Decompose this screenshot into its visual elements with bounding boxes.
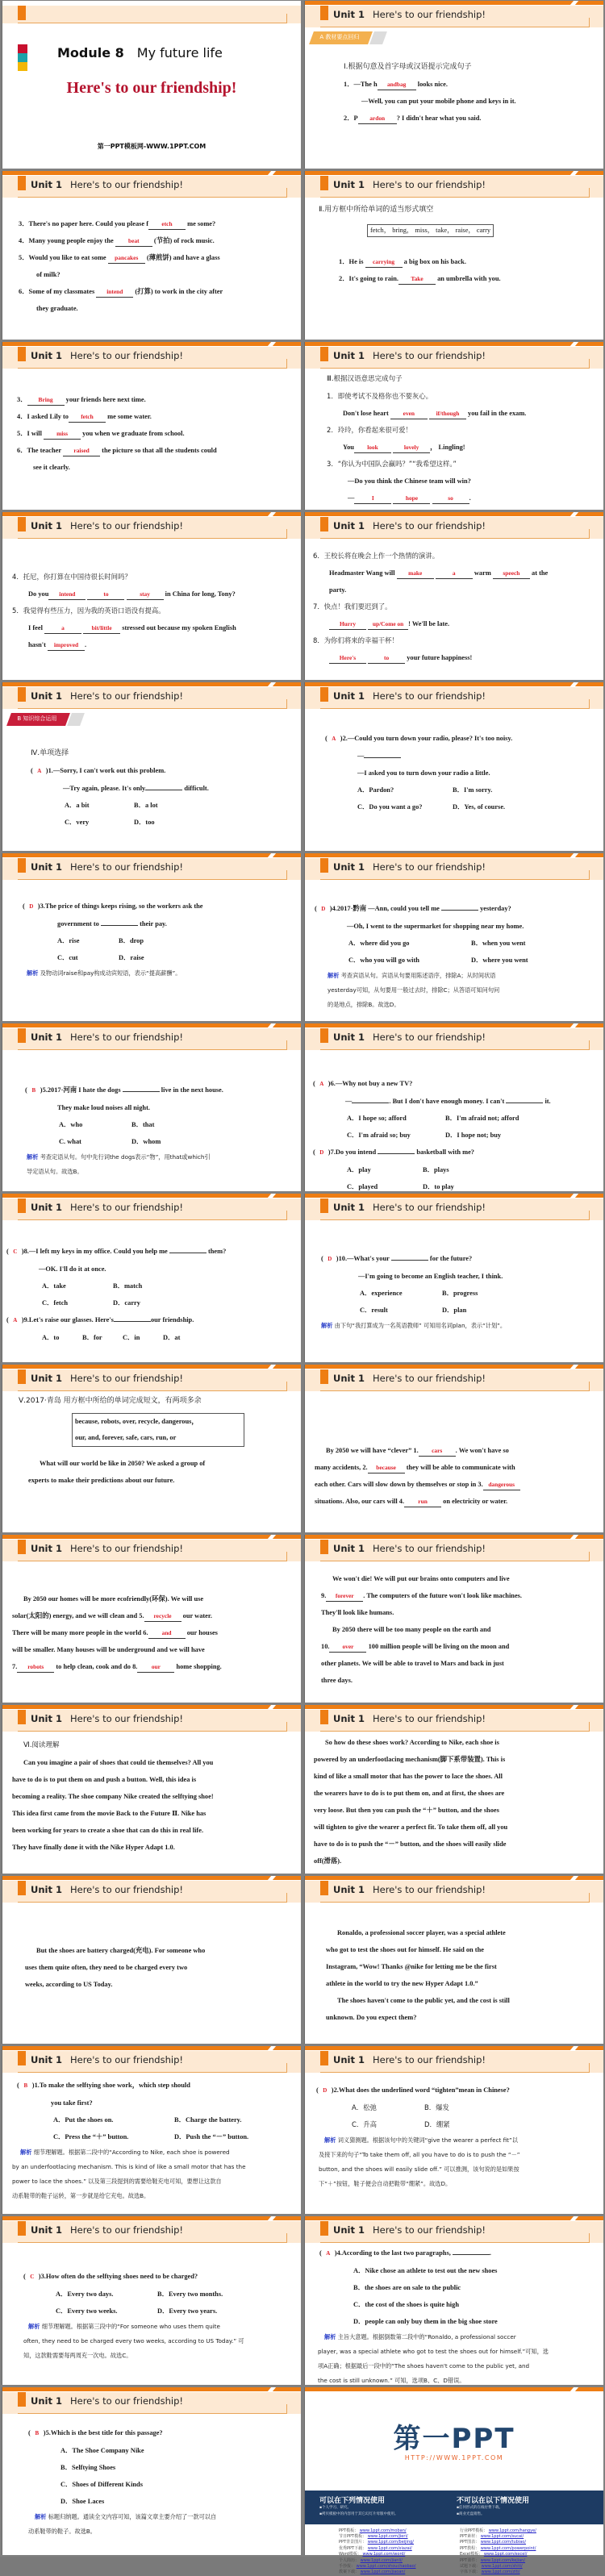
answer: pancakes xyxy=(108,253,145,264)
link[interactable]: www.1ppt.com/kejian/ xyxy=(480,2557,526,2563)
link[interactable]: www.1ppt.com/beijing/ xyxy=(367,2540,414,2545)
slide-title: Unit 1 Here's to our friendship! xyxy=(333,519,486,531)
answer: Hurry xyxy=(329,619,366,630)
explanation-label: 解析 xyxy=(27,1153,39,1161)
slide-part4-q1[interactable]: Unit 1 Here's to our friendship! B 知识综合运用 Ⅳ.单项选择 ( A )1.—Sorry, I can't work out this problem. —Try again, please. It's only difficult. A．a bit B．a lot C．very D．too xyxy=(2,682,301,850)
explanation-label: 解析 xyxy=(35,2512,47,2520)
answer: fetch xyxy=(69,412,106,423)
slide-cover[interactable] xyxy=(2,1,301,169)
slide-top-bar xyxy=(305,2046,603,2050)
choice-answer: A xyxy=(332,736,336,743)
answer: to xyxy=(87,590,124,600)
slide-title: Unit 1 Here's to our friendship! xyxy=(31,1542,183,1554)
answer: improved xyxy=(48,640,85,651)
slide-top-bar xyxy=(2,1194,301,1198)
slide-top-bar xyxy=(305,1876,603,1880)
section-heading: Ⅱ.用方框中所给单词的适当形式填空 xyxy=(319,206,434,215)
slide-title: Unit 1 Here's to our friendship! xyxy=(333,1372,486,1384)
answer: a xyxy=(436,569,473,579)
slide-title: Unit 1 Here's to our friendship! xyxy=(333,179,486,191)
slide-top-bar xyxy=(305,171,603,175)
answer: make xyxy=(397,569,434,579)
link[interactable]: www.1ppt.com/word/ xyxy=(362,2552,406,2557)
choice-answer: A xyxy=(319,1080,324,1087)
answer: hope xyxy=(393,494,430,504)
section-banner-a: A 教材要点回归 xyxy=(309,31,373,44)
slide-part5-p1[interactable]: Unit 1 Here's to our friendship! By 2050 we will have “clever” 1. cars . We won't have so many accidents, 2. because they will be able to communicate with each other. Cars will slow down by themselves or stop in 3. dangerous situations. Also, our cars will 4. run on electricity or water. xyxy=(304,1365,603,1532)
slide-top-bar xyxy=(2,2387,301,2391)
link[interactable]: www.1ppt.com/jianli/ xyxy=(360,2557,403,2563)
slide-title: Unit 1 Here's to our friendship! xyxy=(333,2224,486,2236)
explanation-label: 解析 xyxy=(324,2136,336,2144)
slide-part6-q5[interactable]: Unit 1 Here's to our friendship! ( B )5.Which is the best title for this passage? A．The Shoe Company Nike B．Selftying Shoes C．Shoes of Different Kinds D．Shoe Laces 解析 标题归纳题。通读全文内容可知，该篇文章主要介绍了一款可以自 动系鞋带的鞋子。故选B。 xyxy=(2,2387,301,2555)
choice-answer: A xyxy=(13,1317,18,1324)
answer: a xyxy=(44,623,81,634)
answer: forever xyxy=(326,1591,363,1602)
slide-title: Unit 1 Here's to our friendship! xyxy=(333,690,486,702)
slide-part1-b[interactable]: Unit 1 Here's to our friendship! 3．There's no paper here. Could you please f etch me some? 4．Many young people enjoy the beat (节拍) of rock music. 5．Would you like to eat some pancakes (薄煎饼) and have a glass of milk? 6．Some of my classmates intend (打算) to work in the city after they graduate. xyxy=(2,171,301,339)
slide-top-bar xyxy=(2,2046,301,2050)
answer: stay xyxy=(127,590,164,600)
answer: and xyxy=(148,1628,186,1639)
slide-title: Unit 1 Here's to our friendship! xyxy=(31,1883,183,1895)
answer: beat xyxy=(115,236,152,247)
1ppt-logo: 第一PPT HTTP://WWW.1PPT.COM xyxy=(393,2422,515,2461)
choice-answer: D xyxy=(323,2086,328,2094)
slide-part6-q3[interactable]: Unit 1 Here's to our friendship! ( C )3.How often do the selftying shoes need to be charged? A．Every two days. B．Every two months. C．Every two weeks. D．Every two years. 解析 细节理解题。根据第三段中的“For someone who uses them quite often, they need to be charged every two weeks, according to US Today.” 可 知，这款鞋需要每两周充一次电。故选C。 xyxy=(2,2216,301,2384)
slide-top-bar xyxy=(305,682,603,686)
answer: Take xyxy=(398,274,436,285)
word-box-line: our, and, forever, safe, cars, run, or xyxy=(75,1433,177,1441)
slide-top-bar xyxy=(305,1365,603,1369)
slide-top-bar xyxy=(305,1194,603,1198)
choice-answer: D xyxy=(328,1256,332,1263)
section-heading: Ⅳ.单项选择 xyxy=(31,749,69,758)
explanation-label: 解析 xyxy=(321,1322,333,1330)
slide-top-bar xyxy=(305,1,603,5)
slide-top-bar xyxy=(305,512,603,516)
slide-title: Unit 1 Here's to our friendship! xyxy=(333,861,486,873)
answer: lovely xyxy=(393,443,430,453)
link[interactable]: www.1ppt.com/shouchaobao/ xyxy=(356,2564,416,2570)
section-heading: Ⅰ.根据句意及首字母或汉语提示完成句子 xyxy=(344,63,472,71)
explanation-label: 解析 xyxy=(324,2333,336,2341)
explanation-label: 解析 xyxy=(28,2323,40,2331)
slide-title: Unit 1 Here's to our friendship! xyxy=(31,690,183,702)
slide-part3-a[interactable]: Unit 1 Here's to our friendship! Ⅲ.根据汉语意思完成句子 1．即使考试不及格你也不要灰心。 Don't lose heart even if/though you fail in the exam. 2．玲玲，你看起来很可爱！ You look lovely ， Lingling! 3．“你认为中国队会赢吗？”“我希望这样。” —Do you think the Chinese team will win? — I hope so . xyxy=(304,342,603,510)
slide-part1-a[interactable]: Unit 1 Here's to our friendship! A 教材要点回归 Ⅰ.根据句意及首字母或汉语提示完成句子 1．—The h andbag looks nice. —Well, you can put your mobile phone and keys in it. 2．P ardon ? I didn't hear what you said. xyxy=(304,1,603,169)
slide-header xyxy=(2,6,301,23)
choice-answer: B xyxy=(31,1086,36,1094)
slide-part4-q2[interactable]: Unit 1 Here's to our friendship! ( A )2.—Could you turn down your radio, please? It's too noisy. — —I asked you to turn down your radio a little. A．Pardon? B．I'm sorry. C．Do you want a go? D．Yes, of course. xyxy=(304,682,603,850)
answer: ardon xyxy=(358,114,397,124)
link[interactable]: www.1ppt.com/jiaoan/ xyxy=(360,2570,406,2575)
slide-title: Unit 1 Here's to our friendship! xyxy=(333,9,486,20)
answer: dangerous xyxy=(483,1480,520,1490)
answer: because xyxy=(368,1463,405,1473)
slide-title: Unit 1 Here's to our friendship! xyxy=(333,1542,486,1554)
slide-top-bar xyxy=(2,853,301,857)
section-heading: Ⅵ.阅读理解 xyxy=(23,1741,60,1750)
answer: andbag xyxy=(378,80,416,90)
link[interactable]: www.1ppt.com/sucai/ xyxy=(480,2534,524,2539)
link[interactable]: www.1ppt.com/jieri/ xyxy=(367,2534,408,2539)
slide-part6-para1[interactable]: Unit 1 Here's to our friendship! Ⅵ.阅读理解 Can you imagine a pair of shoes that could tie themselves? All you have to do is to put them on and push a button. Well, this idea is becoming a reality. The shoe company Nike created the selftying shoe! This idea first came from the movie Back to the Future Ⅱ. Nike has been working for years to create a shoe that can do this in real life. They have finally done it with the Nike Hyper Adapt 1.0. xyxy=(2,1705,301,1873)
slide-top-bar xyxy=(2,1365,301,1369)
slide-top-bar xyxy=(2,682,301,686)
slide-part6-q2[interactable]: Unit 1 Here's to our friendship! ( D )2.What does the underlined word “tighten”mean in Chinese? A．松弛 B．爆发 C．升高 D．绷紧 解析 词义猜测题。根据该句中的关键词“give the wearer a perfect fit”以 及接下来的句子“To take them off, all you have to do is to push the “－” button, and the shoes will easily slide off.” 可以推测，该句说的是如果按 下“＋”按钮，鞋子便会自动把鞋带“绷紧”。故选D。 xyxy=(304,2046,603,2214)
answer: even xyxy=(390,409,428,419)
slide-title: Unit 1 Here's to our friendship! xyxy=(31,519,183,531)
slide-top-bar xyxy=(2,1876,301,1880)
lesson-title: Here's to our friendship! xyxy=(66,79,237,97)
slide-part3-b[interactable]: Unit 1 Here's to our friendship! 4．托尼，你打算在中国待很长时间吗？ Do you intend to stay in China for long, Tony? 5．我觉得有些压力，因为我的英语口语没有提高。 I feel a bit/little stressed out because my spoken English hasn't improved . xyxy=(2,512,301,680)
choice-answer: D xyxy=(29,902,34,910)
usage-panel: 可以在下列情况使用 ▪个人学习、研究。 ▪拷贝模板中的内容用于其它幻灯片母版中使用。 不可以在以下情况使用 ▪任何形式的在线付费下载。 ▪商业光盘销售。 xyxy=(305,2491,603,2524)
link[interactable]: www.1ppt.com/xiazai/ xyxy=(367,2545,412,2551)
slide-part2-b[interactable]: Unit 1 Here's to our friendship! 3． Bring your friends here next time. 4．I asked Lily to fetch me some water. 5．I will miss you when we graduate from school. 6．The teacher raised the picture so that all the students could see it clearly. xyxy=(2,342,301,510)
color-stripes xyxy=(18,44,27,71)
choice-answer: D xyxy=(319,1148,324,1156)
slide-top-bar xyxy=(305,2216,603,2220)
slide-part6-para3[interactable]: Unit 1 Here's to our friendship! But the shoes are battery charged(充电). For someone who uses them quite often, they need to be charged every two weeks, according to US Today. xyxy=(2,1876,301,2044)
slide-title: Unit 1 Here's to our friendship! xyxy=(31,1372,183,1384)
choice-answer: B xyxy=(35,2429,40,2436)
explanation-label: 解析 xyxy=(328,971,340,979)
module-title: Module 8 My future life xyxy=(57,45,223,60)
section-banner-b: B 知识综合运用 xyxy=(6,713,70,726)
choice-answer: A xyxy=(326,2250,331,2257)
slide-title: Unit 1 Here's to our friendship! xyxy=(333,1883,486,1895)
slide-part5-p2[interactable]: Unit 1 Here's to our friendship! By 2050 our homes will be more ecofriendly(环保). We will use solar(太阳的) energy, and we will clean and 5. recycle our water. There will be many more people in the world 6. and our houses will be smaller. Many houses will be underground and we will have 7. robots to help clean, cook and do 8. our home shopping. xyxy=(2,1535,301,1703)
explanation-label: 解析 xyxy=(27,969,39,977)
answer: bit/little xyxy=(83,623,120,634)
section-heading: Ⅲ.根据汉语意思完成句子 xyxy=(327,374,403,383)
answer: over xyxy=(329,1642,366,1653)
choice-answer: D xyxy=(321,905,326,912)
slide-part6-para2[interactable]: Unit 1 Here's to our friendship! So how do these shoes work? According to Nike, each shoe is powered by an underfootlacing mechanism(脚下系带装置). This is kind of like a small motor that has the power to lace the shoes. All the wearers have to do is to put them on, and at first, the shoes are very loose. But then you can push the “＋” button, and the shoes will tighten to give the wearer a perfect fit. To take them off, all you have to do is to push the “－” button, and the shoes will easily slide off(滑落). xyxy=(304,1705,603,1873)
answer: miss xyxy=(44,429,81,440)
slide-title: Unit 1 Here's to our friendship! xyxy=(31,1202,183,1214)
answer: our xyxy=(137,1662,174,1673)
choice-answer: A xyxy=(37,768,42,775)
link[interactable]: www.1ppt.com/excel/ xyxy=(483,2552,528,2557)
slide-part2-a[interactable]: Unit 1 Here's to our friendship! Ⅱ.用方框中所给单词的适当形式填空 fetch， bring， miss， take， raise， carry 1．He is carrying a big box on his back. 2．It's going to rain. Take an umbrella with you. xyxy=(304,171,603,339)
link[interactable]: www.1ppt.com/powerpoint/ xyxy=(480,2545,536,2551)
slide-header xyxy=(305,6,603,27)
answer: raised xyxy=(63,446,100,456)
slide-1ppt-footer[interactable]: 第一PPT HTTP://WWW.1PPT.COM 可以在下列情况使用 ▪个人学习、研究。 ▪拷贝模板中的内容用于其它幻灯片母版中使用。 不可以在以下情况使用 ▪任何形式的在线付费下载。 ▪商业光盘销售。 PPT模板： www.1ppt.com/moban/ 节日PPT模板： www.1ppt.com/jieri/ PPT背景图片： www.1ppt.com/beijing/ 优秀PPT下载： www.1ppt.com/xiazai/ Word模板： www.1ppt.com/word/ 个人简历： www.1ppt.com/jianli/ 手抄报： www.1ppt.com/shouchaobao/ 教案下载： www.1ppt.com/jiaoan/ 行业PPT模板： www.1ppt.com/hangye/ PPT素材： www.1ppt.com/sucai/ PPT图表： www.1ppt.com/tubiao/ PPT教程： www.1ppt.com/powerpoint/ Excel模板： www.1ppt.com/excel/ PPT课件： www.1ppt.com/kejian/ 试题下载： www.1ppt.com/shiti/ 字体下载： www.1ppt.com/ziti/ xyxy=(304,2387,603,2555)
slide-part4-q8-q9[interactable]: Unit 1 Here's to our friendship! ( C )8.—I left my keys in my office. Could you help me them? —OK. I'll do it at once. A．take B．match C．fetch D．carry ( A )9.Let's raise our glasses. Here's our friendship. A．to B．for C．in D．at xyxy=(2,1194,301,1361)
slide-part6-para4[interactable]: Unit 1 Here's to our friendship! Ronaldo, a professional soccer player, was a special athlete who got to test the shoes out for himself. He said on the Instagram, “Wow! Thanks @nike for letting me be the first athlete in the world to try the new Hyper Adapt 1.0.” The shoes haven't come to the public yet, and the cost is still unknown. Do you expect them? xyxy=(304,1876,603,2044)
slide-part4-q5[interactable]: Unit 1 Here's to our friendship! ( B )5.2017·河南 I hate the dogs live in the next house. They make loud noises all night. A．who B．that C. what D．whom 解析 考查定语从句。句中先行词the dogs表示“物”，用that或which引 导定语从句。故选B。 xyxy=(2,1023,301,1191)
answer: recycle xyxy=(144,1611,182,1622)
link[interactable]: www.1ppt.com/moban/ xyxy=(359,2528,407,2533)
slide-title: Unit 1 Here's to our friendship! xyxy=(31,861,183,873)
slide-part4-q3[interactable]: Unit 1 Here's to our friendship! ( D )3.The price of things keeps rising, so the workers ask the government to their pay. A．rise B．drop C．cut D．raise 解析 及物动词raise和pay构成动宾短语，表示“提高薪酬”。 xyxy=(2,853,301,1021)
answer: so xyxy=(432,494,469,504)
slide-title: Unit 1 Here's to our friendship! xyxy=(333,1713,486,1725)
slide-top-bar xyxy=(305,2387,603,2391)
slide-top-bar xyxy=(2,1535,301,1539)
slide-title: Unit 1 Here's to our friendship! xyxy=(333,1202,486,1214)
slide-top-bar xyxy=(305,342,603,346)
slide-part6-q1[interactable]: Unit 1 Here's to our friendship! ( B )1.To make the selftying shoe work，which step should you take first? A．Put the shoes on. B．Charge the battery. C．Press the “＋” button. D．Push the “－” button. 解析 细节理解题。根据第二段中的“According to Nike, each shoe is powered by an underfootlacing mechanism. This is kind of like a small motor that has the power to lace the shoes.” 以及第三段提到的需要给鞋充电可知，要想让这款自 动系鞋带的鞋子运转，第一步就是给它充电。故选B。 xyxy=(2,2046,301,2214)
answer: speech xyxy=(493,569,530,579)
slide-top-bar xyxy=(2,2216,301,2220)
answer: intend xyxy=(48,590,86,600)
link[interactable]: www.1ppt.com/ziti/ xyxy=(481,2570,520,2575)
answer: cars xyxy=(419,1446,456,1457)
slide-title: Unit 1 Here's to our friendship! xyxy=(31,349,183,361)
slide-top-bar xyxy=(2,171,301,175)
slide-title: Unit 1 Here's to our friendship! xyxy=(31,2053,183,2065)
slide-title: Unit 1 Here's to our friendship! xyxy=(31,2224,183,2236)
answer: carrying xyxy=(365,257,403,268)
slide-top-bar xyxy=(305,1705,603,1709)
header-tab xyxy=(18,6,26,20)
answer: look xyxy=(354,443,391,453)
answer: I xyxy=(354,494,391,504)
slide-top-bar xyxy=(305,1023,603,1027)
slide-part6-q4[interactable]: Unit 1 Here's to our friendship! ( A )4.According to the last two paragraphs, . A．Nike chose an athlete to test out the new shoes B．the shoes are on sale to the public C．the cost of the shoes is quite high D．people can only buy them in the big shoe store 解析 主旨大意题。根据倒数第二段中的“Ronaldo, a professional soccer player, was a special athlete who got to test the shoes out for himself.”可知，选 项A正确；根据最后一段中的“The shoes haven't come to the public yet, and the cost is still unknown.” 可知，选项B、C、D错误。 xyxy=(304,2216,603,2384)
slide-title: Unit 1 Here's to our friendship! xyxy=(31,2395,183,2407)
choice-answer: C xyxy=(30,2274,35,2281)
answer: run xyxy=(404,1497,441,1507)
slide-title: Unit 1 Here's to our friendship! xyxy=(333,2053,486,2065)
answer: robots xyxy=(17,1662,54,1673)
slide-top-bar xyxy=(2,1705,301,1709)
answer: Bring xyxy=(27,395,65,406)
answer: intend xyxy=(96,287,133,298)
answer: up/Come on xyxy=(368,619,408,630)
choice-answer: C xyxy=(13,1248,18,1256)
slide-top-bar xyxy=(305,1535,603,1539)
link[interactable]: www.1ppt.com/shiti/ xyxy=(481,2564,523,2570)
slide-title: Unit 1 Here's to our friendship! xyxy=(31,179,183,191)
slide-part3-c[interactable]: Unit 1 Here's to our friendship! 6．王校长将在晚会上作一个热情的演讲。 Headmaster Wang will make a warm speech at the party. 7．快点！我们要迟到了。 Hurry up/Come on ! We'll be late. 8．为你们将来的幸福干杯！ Here's to your future happiness! xyxy=(304,512,603,680)
answer: to xyxy=(368,653,405,664)
link[interactable]: www.1ppt.com/tubiao/ xyxy=(480,2540,527,2545)
slide-part4-q4[interactable]: Unit 1 Here's to our friendship! ( D )4.2017·黔南 —Ann, could you tell me yesterday? —Oh, I went to the supermarket for shopping near my home. A．where did you go B．when you went C．who you will go with D．where you went 解析 考查宾语从句。宾语从句要用陈述语序，排除A；从时间状语 yesterday可知，从句要用一般过去时，排除C；从答语可知问句问 的是地点，排除B。故选D。 xyxy=(304,853,603,1021)
link[interactable]: www.1ppt.com/hangye/ xyxy=(488,2528,536,2533)
slide-top-bar xyxy=(305,853,603,857)
slide-title: Unit 1 Here's to our friendship! xyxy=(333,349,486,361)
slide-title: Unit 1 Here's to our friendship! xyxy=(31,1031,183,1043)
slide-title: Unit 1 Here's to our friendship! xyxy=(333,1031,486,1043)
section-heading: Ⅴ.2017·青岛 用方框中所给的单词完成短文，有两项多余 xyxy=(19,1396,202,1405)
word-box: fetch， bring， miss， take， raise， carry xyxy=(367,224,494,237)
slide-part5-intro[interactable]: Unit 1 Here's to our friendship! Ⅴ.2017·青岛 用方框中所给的单词完成短文，有两项多余 because, robots, over, recycle, dangerous， our, and, forever, safe, cars, run, or What will our world be like in 2050? We asked a group of experts to make their predictions about our future. xyxy=(2,1365,301,1532)
explanation-label: 解析 xyxy=(20,2148,32,2156)
choice-answer: B xyxy=(23,2082,28,2089)
slide-part4-q6-q7[interactable]: Unit 1 Here's to our friendship! ( A )6.—Why not buy a new TV? — . But I don't have enough money. I can't it. A．I hope so; afford B．I'm afraid not; afford C．I'm afraid so; buy D．I hope not; buy ( D )7.Do you intend basketball with me? A．play B．plays C．played D．to play xyxy=(304,1023,603,1191)
answer: if/though xyxy=(429,409,466,419)
slide-part5-p3[interactable]: Unit 1 Here's to our friendship! We won't die! We will put our brains onto computers and live 9. forever . The computers of the future won't look like machines. They'll look like humans. By 2050 there will be too many people on the earth and 10. over 100 million people will be living on the moon and other planets. We will be able to travel to Mars and back in just three days. xyxy=(304,1535,603,1703)
slide-top-bar xyxy=(2,342,301,346)
slide-title: Unit 1 Here's to our friendship! xyxy=(31,1713,183,1725)
slide-top-bar xyxy=(2,512,301,516)
slide-top-bar xyxy=(2,1023,301,1027)
answer: Here's xyxy=(329,653,366,664)
word-box-line: because, robots, over, recycle, dangerous， xyxy=(75,1417,198,1425)
site-watermark: 第一PPT模板网-WWW.1PPT.COM xyxy=(97,143,207,150)
slide-part4-q10[interactable]: Unit 1 Here's to our friendship! ( D )10.—What's your for the future? —I'm going to become an English teacher, I think. A．experience B．progress C．result D．plan 解析 由下句“我打算成为一名英语教师” 可知用名词plan，表示“计划”。 xyxy=(304,1194,603,1361)
answer: etch xyxy=(148,219,186,230)
